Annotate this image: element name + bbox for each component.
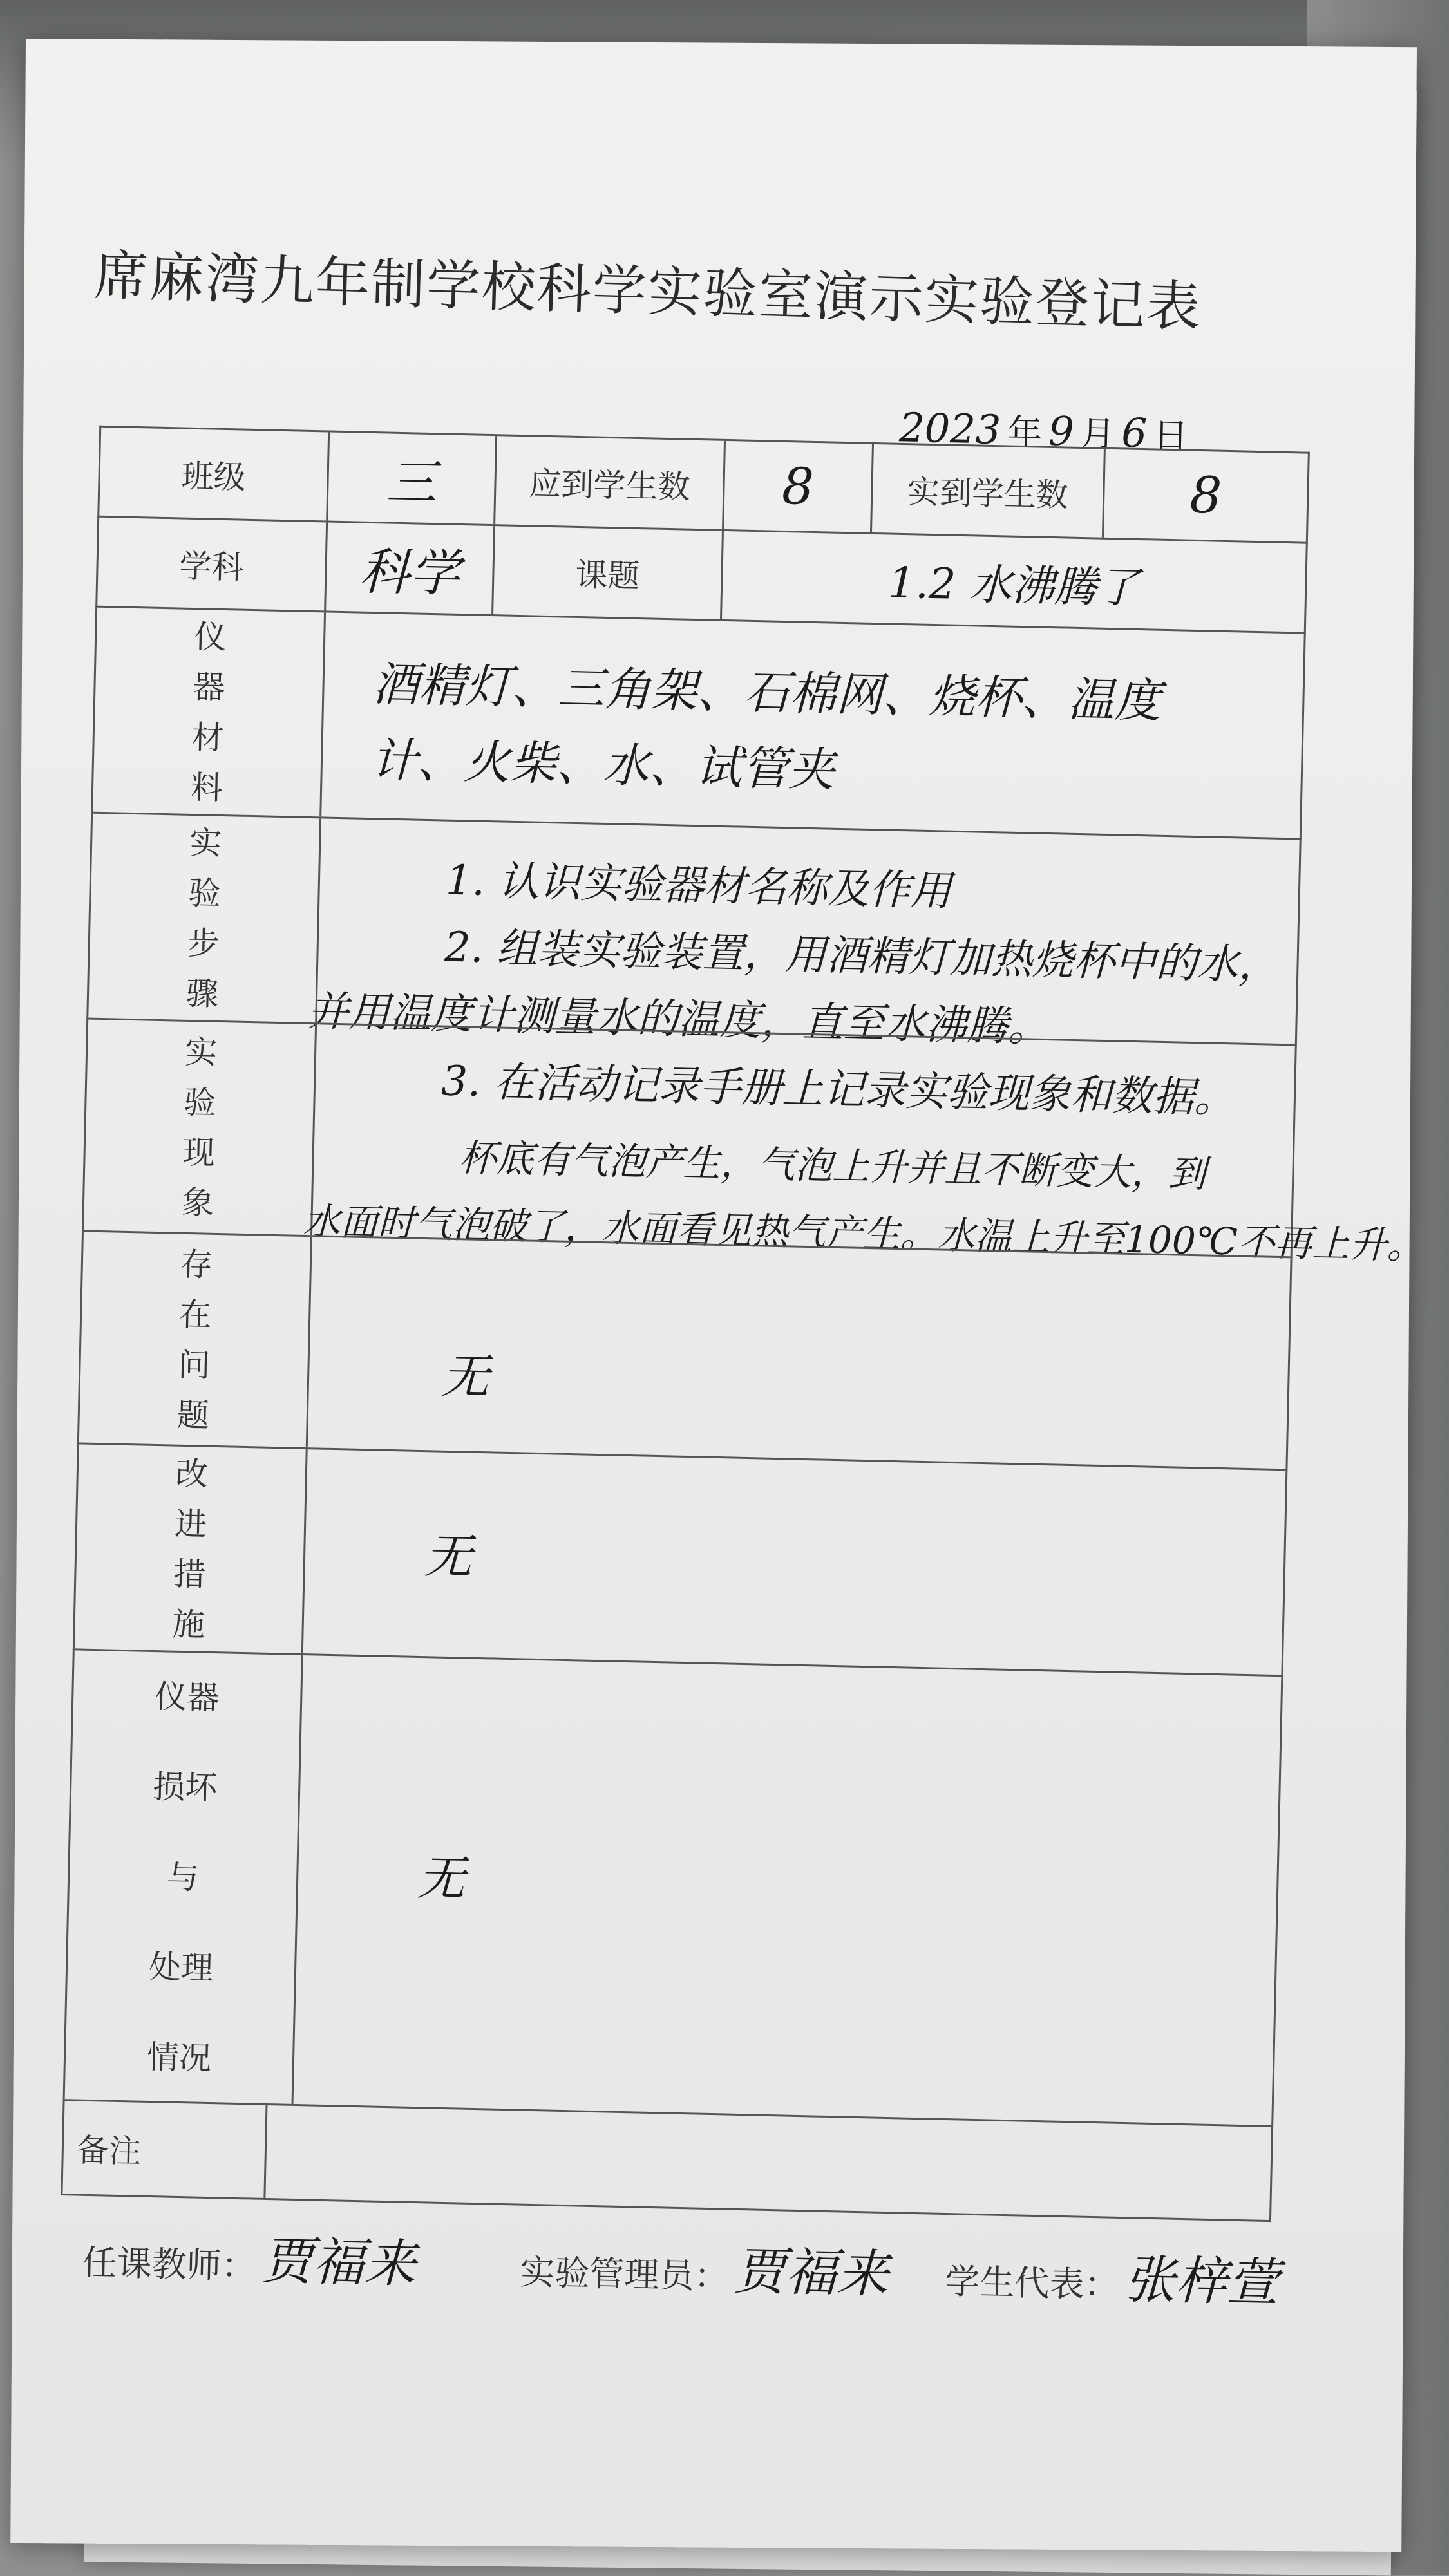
table-row-steps <box>86 812 1302 1123</box>
phenomena-label-char: 象 <box>181 1183 214 1222</box>
steps-label-char: 验 <box>187 874 222 912</box>
steps-label <box>88 814 321 1023</box>
materials-line: 酒精灯、三角架、石棉网、烧杯、温度 <box>372 657 1162 728</box>
improvements-label-char: 改 <box>175 1454 209 1493</box>
registration-table <box>60 426 1425 2254</box>
date-month-unit: 月 <box>1079 413 1116 455</box>
expected-students-value: 8 <box>724 441 874 532</box>
phenomena-label-char: 现 <box>182 1133 216 1172</box>
topic-value: 1.2 水沸腾了 <box>887 558 1141 613</box>
improvements-label-char: 进 <box>174 1505 207 1543</box>
improvements-label <box>75 1444 308 1653</box>
class-value: 三 <box>328 433 497 525</box>
teacher-label: 任课教师： <box>82 2242 257 2287</box>
table-row-improvements <box>73 1442 1288 1675</box>
damage-label-line: 与 <box>166 1858 200 1897</box>
topic-label: 课题 <box>493 526 724 619</box>
student-signature <box>945 2234 1280 2315</box>
improvements-label-char: 措 <box>173 1555 207 1594</box>
admin-signature <box>520 2224 889 2306</box>
damage-label-line: 处理 <box>148 1948 214 1987</box>
admin-name: 贾福来 <box>733 2241 889 2304</box>
damage-label-line: 损坏 <box>152 1767 218 1807</box>
date-month: 9 <box>1048 407 1075 455</box>
subject-label: 学科 <box>97 518 328 611</box>
materials-label-char: 仪 <box>193 617 227 656</box>
steps-line: 1. 认识实验器材名称及作用 <box>445 856 952 916</box>
materials-content <box>370 646 1162 815</box>
actual-students-label: 实到学生数 <box>872 444 1106 538</box>
improvements-value: 无 <box>424 1528 473 1585</box>
materials-label-char: 器 <box>192 668 226 706</box>
damage-label <box>65 1650 303 2104</box>
registration-form-sheet <box>10 39 1425 2552</box>
date-day: 6 <box>1121 409 1148 457</box>
problems-label-char: 存 <box>180 1245 213 1284</box>
damage-label-line: 情况 <box>146 2038 212 2077</box>
student-label: 学生代表： <box>944 2261 1120 2306</box>
student-name: 张梓萱 <box>1123 2249 1280 2313</box>
date-day-unit: 日 <box>1153 415 1189 456</box>
table-row-damage <box>63 1648 1283 2125</box>
expected-students-label: 应到学生数 <box>495 436 726 529</box>
phenomena-label-char: 实 <box>184 1033 218 1071</box>
problems-value: 无 <box>440 1348 490 1406</box>
phenomena-label-char: 验 <box>183 1083 217 1122</box>
problems-label-char: 题 <box>176 1396 210 1434</box>
phenomena-line: 杯底有气泡产生，气泡上升并且不断变大，到 <box>458 1136 1207 1196</box>
steps-line: 并用温度计测量水的温度，直至水沸腾。 <box>307 987 1050 1052</box>
table-row-materials <box>91 606 1306 838</box>
materials-label-char: 材 <box>191 718 225 757</box>
admin-label: 实验管理员： <box>519 2252 730 2297</box>
form-title: 席麻湾九年制学校科学实验室演示实验登记表 <box>93 243 1202 339</box>
actual-students-value: 8 <box>1189 466 1223 525</box>
class-label: 班级 <box>99 428 330 521</box>
table-row-phenomena <box>82 1017 1425 1268</box>
damage-label-line: 仪器 <box>154 1677 220 1716</box>
materials-label <box>93 608 326 817</box>
table-row-problems <box>77 1230 1293 1469</box>
improvements-label-char: 施 <box>172 1605 205 1644</box>
phenomena-line: 水面时气泡破了，水面看见热气产生。水温上升至100℃不再上升。 <box>302 1199 1425 1268</box>
materials-label-char: 料 <box>190 768 223 807</box>
damage-value: 无 <box>417 1850 466 1907</box>
steps-line: 2. 组装实验装置，用酒精灯加热烧杯中的水， <box>443 923 1280 990</box>
teacher-name: 贾福来 <box>260 2230 417 2294</box>
steps-line: 3. 在活动记录手册上记录实验现象和数据。 <box>440 1057 1236 1123</box>
date-year: 2023 <box>898 404 1001 454</box>
steps-label-char: 实 <box>189 823 222 862</box>
subject-value: 科学 <box>326 522 495 614</box>
problems-label <box>79 1232 312 1447</box>
steps-label-char: 步 <box>187 924 220 963</box>
date-year-unit: 年 <box>1007 411 1043 453</box>
problems-label-char: 在 <box>178 1295 212 1334</box>
remarks-label: 备注 <box>62 2101 267 2198</box>
materials-line: 计、火柴、水、试管夹 <box>370 733 835 797</box>
teacher-signature <box>82 2215 417 2297</box>
problems-label-char: 问 <box>177 1346 211 1384</box>
steps-label-char: 骤 <box>185 974 219 1013</box>
phenomena-label <box>84 1020 317 1236</box>
